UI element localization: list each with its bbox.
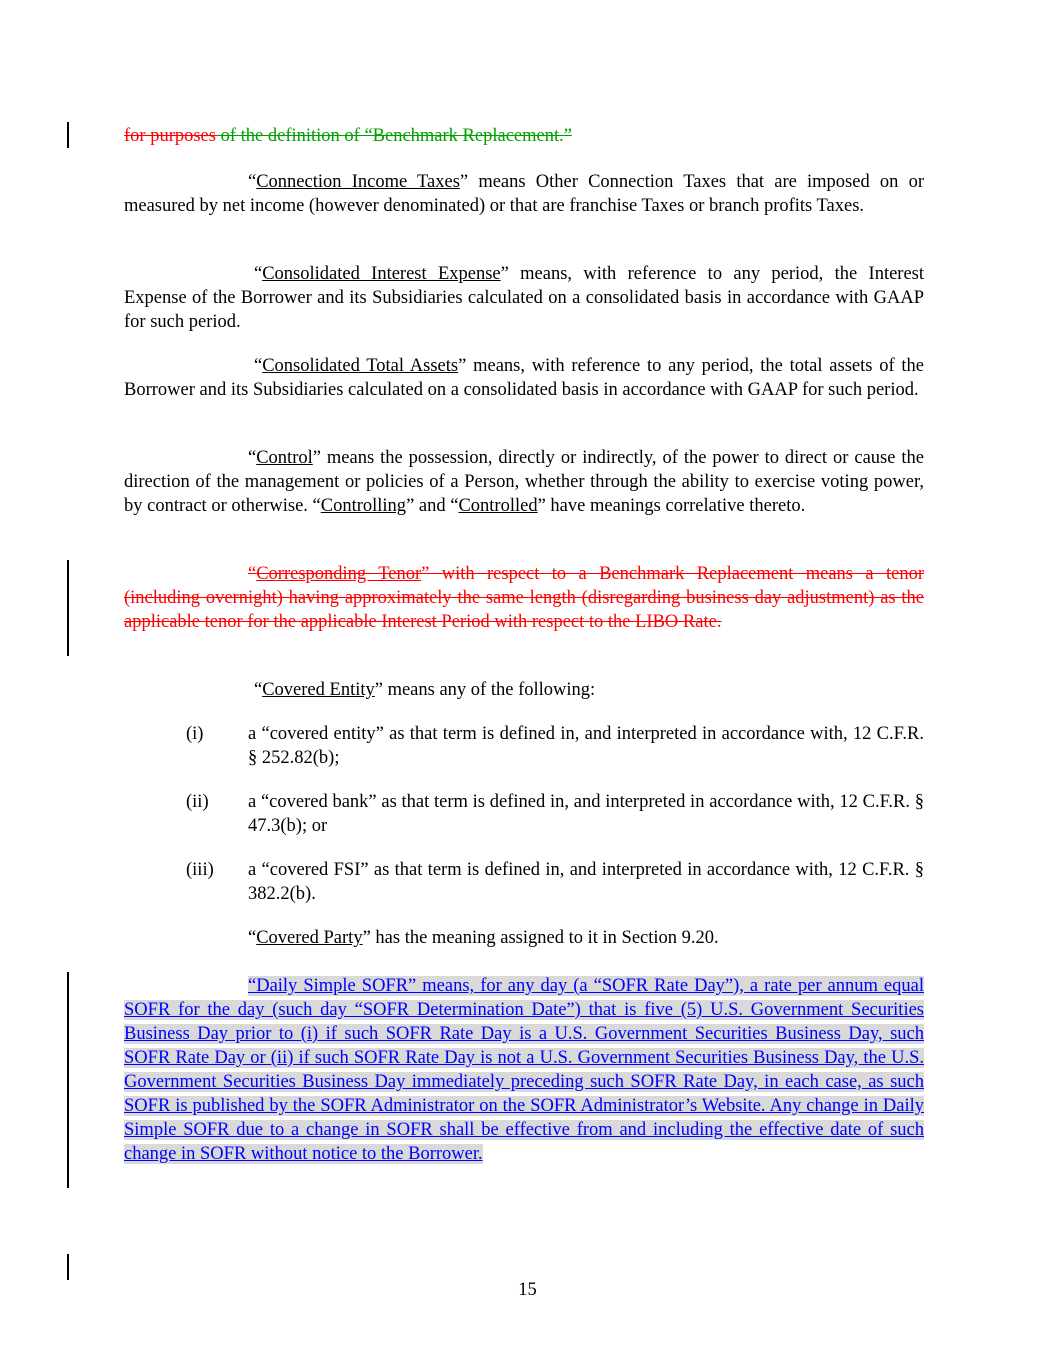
defined-term: Consolidated Interest Expense bbox=[262, 264, 501, 284]
change-bar bbox=[67, 122, 69, 148]
deleted-text: for purposes bbox=[124, 126, 216, 146]
list-item-number: (iii) bbox=[186, 860, 214, 880]
list-item-text: a “covered entity” as that term is defined in, and interpreted in accordance with, 12 C.F.R. § 252.82(b); bbox=[248, 724, 924, 768]
list-item-number: (i) bbox=[186, 724, 204, 744]
definition-covered-party: “Covered Party” has the meaning assigned to it in Section 9.20. bbox=[248, 928, 719, 948]
inserted-text: “Daily Simple SOFR” means, for any day (a “SOFR Rate Day”), a rate per annum equal SOFR for the day (such day “SOFR Determination Date”) that is five (5) U.S. Government Securities Business Day prior to (i) if such SOFR Rate Day is a U.S. Government Securities Business Day, such SOFR Rate Day or (ii) if such SOFR Rate Day is not a U.S. Government Securities Business Day, the U.S. Government Securities Business Day immediately preceding such SOFR Rate Day, in each case, as such SOFR is published by the SOFR Administrator on the SOFR Administrator’s Website. Any change in Daily Simple SOFR due to a change in SOFR shall be effective from and including the effective date of such change in SOFR without notice to the Borrower. bbox=[124, 976, 924, 1164]
definition-consolidated-interest-expense: “Consolidated Interest Expense” means, with reference to any period, the Interest Expense of the Borrower and its Subsidiaries calculated on a consolidated basis in accordance with GAAP for such period. bbox=[124, 264, 925, 332]
defined-term: Covered Entity bbox=[262, 680, 375, 700]
change-bar bbox=[67, 560, 69, 656]
definition-corresponding-tenor-deleted: “Corresponding Tenor” with respect to a Benchmark Replacement means a tenor (including overnight) having approximately the same length (disregarding business day adjustment) as the applicable tenor for the applicable Interest Period with respect to the LIBO Rate. bbox=[124, 564, 924, 632]
page-number: 15 bbox=[518, 1280, 537, 1300]
defined-term: Covered Party bbox=[256, 928, 363, 948]
change-bar bbox=[67, 1254, 69, 1280]
list-item-text: a “covered bank” as that term is defined in, and interpreted in accordance with, 12 C.F.R. § 47.3(b); or bbox=[248, 792, 924, 836]
definition-connection-income-taxes: “Connection Income Taxes” means Other Connection Taxes that are imposed on or measured by net income (however denominated) or that are franchise Taxes or branch profits Taxes. bbox=[124, 172, 925, 216]
definition-control: “Control” means the possession, directly or indirectly, of the power to direct or cause the direction of the management or policies of a Person, whether through the ability to exercise voting power, by contract or otherwise. “Controlling” and “Controlled” have meanings correlative thereto. bbox=[124, 448, 924, 516]
list-item-number: (ii) bbox=[186, 792, 209, 812]
defined-term: Connection Income Taxes bbox=[256, 172, 460, 192]
benchmark-fragment bbox=[124, 124, 924, 148]
change-bar bbox=[67, 972, 69, 1188]
definition-covered-entity: “Covered Entity” means any of the following: bbox=[254, 680, 596, 700]
definition-daily-simple-sofr-inserted bbox=[124, 974, 924, 1166]
defined-term: Controlled bbox=[458, 496, 538, 516]
list-item-text: a “covered FSI” as that term is defined in, and interpreted in accordance with, 12 C.F.R. § 382.2(b). bbox=[248, 860, 924, 904]
moved-text: of the definition of “Benchmark Replacement.” bbox=[215, 126, 572, 146]
defined-term: Controlling bbox=[320, 496, 407, 516]
defined-term: Control bbox=[256, 448, 313, 468]
defined-term: Consolidated Total Assets bbox=[262, 356, 459, 376]
definition-consolidated-total-assets: “Consolidated Total Assets” means, with reference to any period, the total assets of the Borrower and its Subsidiaries calculated on a consolidated basis in accordance with GAAP for such period. bbox=[124, 356, 925, 400]
defined-term: Corresponding Tenor bbox=[256, 564, 422, 584]
